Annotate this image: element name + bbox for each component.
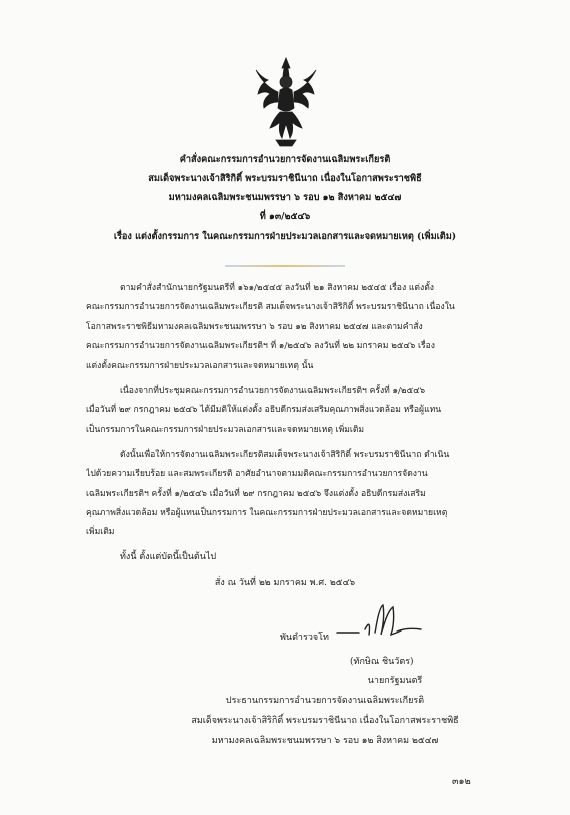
signatory-position: ประธานกรรมการอำนวยการจัดงานเฉลิมพระเกียรติ [225, 696, 425, 706]
paragraph-2-line: เป็นกรรมการในคณะกรรมการฝ่ายประมวลเอกสารและจดหมายเหตุ เพิ่มเติม [86, 425, 365, 435]
divider [225, 265, 345, 267]
signatory-position: มหามงคลเฉลิมพระชนมพรรษา ๖ รอบ ๑๒ สิงหาคม ๒๕๔๗ [211, 736, 439, 746]
signatory-position: นายกรัฐมนตรี [367, 676, 423, 686]
order-title-line1: คำสั่งคณะกรรมการอำนวยการจัดงานเฉลิมพระเกียรติ [179, 154, 391, 165]
paragraph-1-line: ตามคำสั่งสำนักนายกรัฐมนตรีที่ ๑๖๑/๒๕๔๕ ลงวันที่ ๒๑ สิงหาคม ๒๕๔๕ เรื่อง แต่งตั้ง [120, 283, 434, 293]
signatory-position: สมเด็จพระนางเจ้าสิริกิติ์ พระบรมราชินีนาถ เนื่องในโอกาสพระราชพิธี [191, 716, 459, 726]
paragraph-1-line: คณะกรรมการอำนวยการจัดงานเฉลิมพระเกียรติ สมเด็จพระนางเจ้าสิริกิติ์ พระบรมราชินีนาถ เนื่องใน [86, 302, 455, 312]
signatory-rank: พันตำรวจโท [280, 633, 329, 643]
order-number: ที่ ๑๓/๒๕๔๖ [259, 211, 311, 222]
paragraph-2-line: เนื่องจากที่ประชุมคณะกรรมการอำนวยการจัดงานเฉลิมพระเกียรติฯ ครั้งที่ ๑/๒๕๔๖ [120, 386, 426, 396]
order-title-line2: สมเด็จพระนางเจ้าสิริกิติ์ พระบรมราชินีนาถ เนื่องในโอกาสพระราชพิธี [148, 173, 422, 184]
paragraph-3-line: คุณภาพสิ่งแวดล้อม หรือผู้แทนเป็นกรรมการ ในคณะกรรมการฝ่ายประมวลเอกสารและจดหมายเหตุ [86, 508, 448, 518]
paragraph-1-line: โอกาสพระราชพิธีมหามงคลเฉลิมพระชนมพรรษา ๖ รอบ ๑๒ สิงหาคม ๒๕๔๗ และตามคำสั่ง [86, 322, 423, 332]
order-date: สั่ง ณ วันที่ ๒๒ มกราคม พ.ศ. ๒๕๔๖ [214, 578, 356, 588]
paragraph-1-line: แต่งตั้งคณะกรรมการฝ่ายประมวลเอกสารและจดหมายเหตุ นั้น [86, 361, 314, 371]
garuda-emblem-icon [252, 56, 320, 148]
order-title-line3: มหามงคลเฉลิมพระชนมพรรษา ๖ รอบ ๑๒ สิงหาคม ๒๕๔๗ [168, 192, 402, 203]
paragraph-3-line: ไปด้วยความเรียบร้อย และสมพระเกียรติ อาศัยอำนาจตามมติคณะกรรมการอำนวยการจัดงาน [86, 469, 428, 479]
paragraph-3-line: เฉลิมพระเกียรติฯ ครั้งที่ ๑/๒๕๔๖ เมื่อวันที่ ๒๙ กรกฎาคม ๒๕๔๖ จึงแต่งตั้ง อธิบดีกรมส่งเสริม [86, 489, 426, 499]
order-subject: เรื่อง แต่งตั้งกรรมการ ในคณะกรรมการฝ่ายประมวลเอกสารและจดหมายเหตุ (เพิ่มเติม) [113, 231, 457, 242]
paragraph-3-line: เพิ่มเติม [86, 527, 115, 537]
page-number: ๓๑๒ [452, 776, 471, 787]
paragraph-3-line: ดังนั้นเพื่อให้การจัดงานเฉลิมพระเกียรติสมเด็จพระนางเจ้าสิริกิติ์ พระบรมราชินีนาถ ดำเนิน [120, 450, 450, 460]
signatory-name: (ทักษิณ ชินวัตร) [350, 657, 414, 667]
paragraph-1-line: คณะกรรมการอำนวยการจัดงานเฉลิมพระเกียรติฯ ที่ ๑/๒๕๔๖ ลงวันที่ ๒๒ มกราคม ๒๕๔๖ เรื่อง [86, 341, 435, 351]
effective-statement: ทั้งนี้ ตั้งแต่บัดนี้เป็นต้นไป [120, 552, 217, 562]
paragraph-2-line: เมื่อวันที่ ๒๙ กรกฎาคม ๒๕๔๖ ได้มีมติให้แต่งตั้ง อธิบดีกรมส่งเสริมคุณภาพสิ่งแวดล้อม หรือผู้แทน [86, 405, 442, 415]
signature-icon [335, 597, 425, 647]
